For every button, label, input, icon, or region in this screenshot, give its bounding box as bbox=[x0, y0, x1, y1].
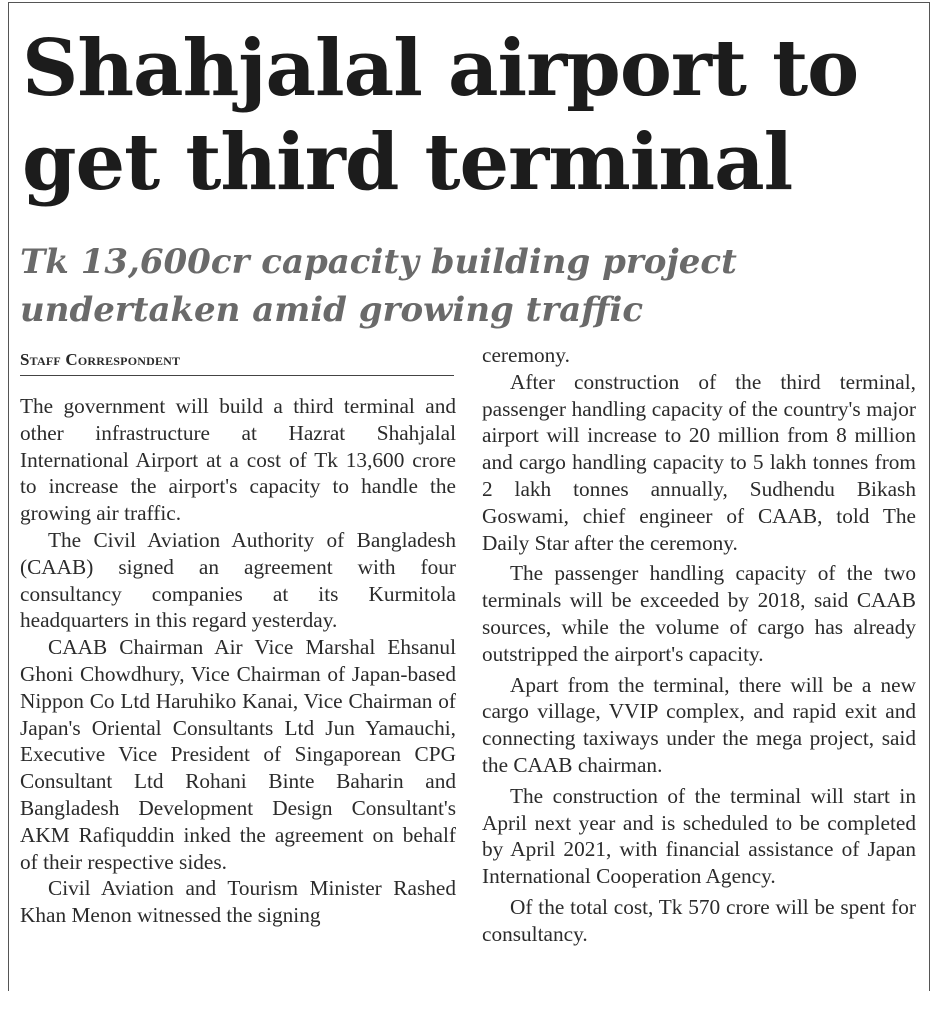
paragraph: After construction of the third terminal, passenger handling capacity of the country's major airport will increase to 20 million from 8 million and cargo handling capacity to 5 lakh tonnes from 2 lakh tonnes annually, Sudhendu Bikash Goswami, chief engineer of CAAB, told The Daily Star after the ceremony. bbox=[482, 369, 916, 555]
paragraph: The construction of the terminal will start in April next year and is scheduled to be completed by April 2021, with financial assistance of Japan International Cooperation Agency. bbox=[482, 783, 916, 889]
article-column-right bbox=[482, 342, 916, 948]
paragraph: The passenger handling capacity of the two terminals will be exceeded by 2018, said CAAB sources, while the volume of cargo has already outstripped the airport's capacity. bbox=[482, 561, 916, 666]
paragraph: Civil Aviation and Tourism Minister Rashed Khan Menon witnessed the signing bbox=[20, 876, 456, 928]
paragraph: CAAB Chairman Air Vice Marshal Ehsanul Ghoni Chowdhury, Vice Chairman of Japan-based Nippon Co Ltd Haruhiko Kanai, Vice Chairman of Japan's Oriental Consultants Ltd Jun Yamauchi, Executive Vice President of Singaporean CPG Consultant Ltd Rohani Binte Baharin and Bangladesh Development Design Consultant's AKM Rafiquddin inked the agreement on behalf of their respective sides. bbox=[20, 635, 456, 874]
subheadline: Tk 13,600cr capacity building project undertaken amid growing traffic bbox=[20, 242, 737, 330]
headline: Shahjalal airport to get third terminal bbox=[22, 23, 859, 208]
paragraph: Of the total cost, Tk 570 crore will be spent for consultancy. bbox=[482, 894, 916, 946]
paragraph: ceremony. bbox=[482, 343, 570, 367]
paragraph: The government will build a third terminal and other infrastructure at Hazrat Shahjalal International Airport at a cost of Tk 13,600 crore to increase the airport's capacity to handle the growing air traffic. bbox=[20, 394, 456, 526]
byline: Staff Correspondent bbox=[20, 350, 454, 376]
article-column-left bbox=[20, 393, 456, 929]
paragraph: Apart from the terminal, there will be a new cargo village, VVIP complex, and rapid exit and connecting taxiways under the mega project, said the CAAB chairman. bbox=[482, 672, 916, 777]
paragraph: The Civil Aviation Authority of Bangladesh (CAAB) signed an agreement with four consultancy companies at its Kurmitola headquarters in this regard yesterday. bbox=[20, 527, 456, 633]
